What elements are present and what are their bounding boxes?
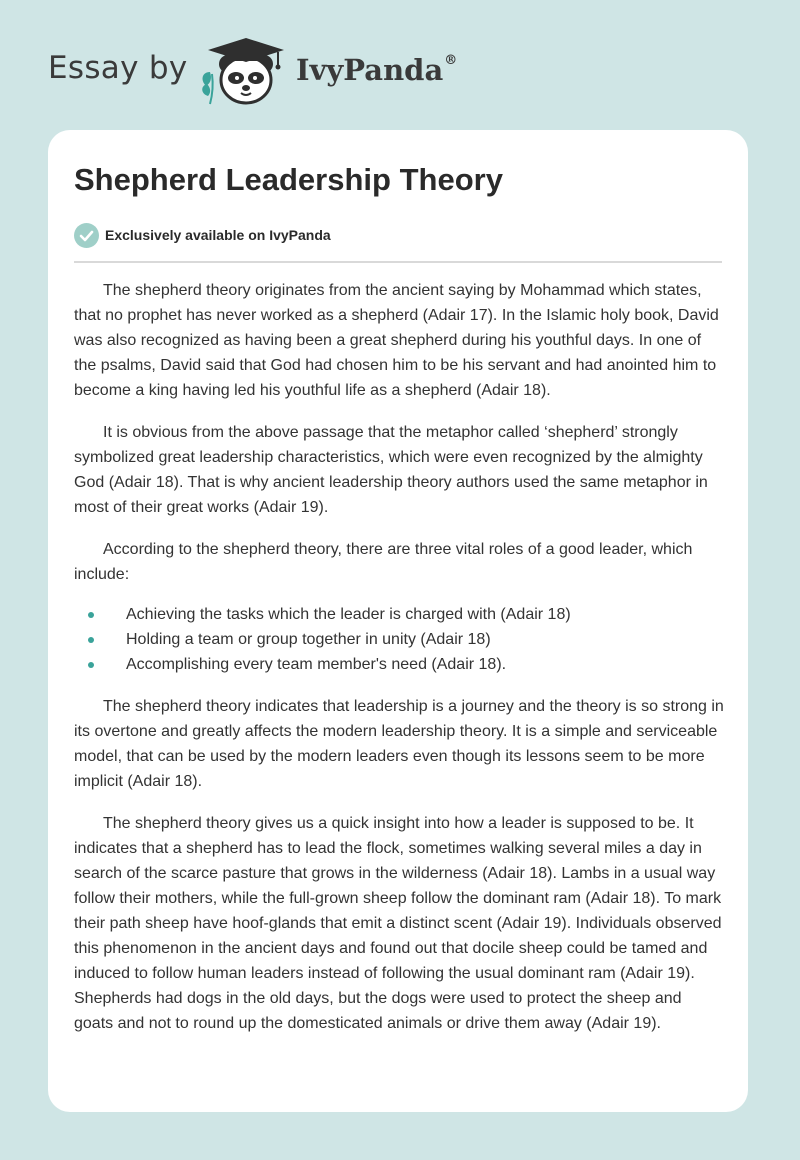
list-item: Achieving the tasks which the leader is charged with (Adair 18): [74, 602, 724, 627]
essay-card: [48, 130, 748, 1112]
badge-text: Exclusively available on IvyPanda: [105, 227, 331, 243]
list-item: Holding a team or group together in unity (Adair 18): [74, 627, 724, 652]
page-title: Shepherd Leadership Theory: [74, 162, 503, 197]
paragraph: The shepherd theory originates from the ancient saying by Mohammad which states, that no prophet has never worked as a shepherd (Adair 17). In the Islamic holy book, David was also recognized as having been a great shepherd during his youthful days. In one of the psalms, David said that God had chosen him to be his servant and had anointed him to become a king having led his youthful life as a shepherd (Adair 18).: [74, 282, 719, 399]
brand-name[interactable]: IvyPanda®: [296, 53, 458, 87]
panda-graduate-icon[interactable]: [198, 34, 294, 110]
essay-body: [74, 278, 724, 1053]
list-item: Accomplishing every team member's need (Adair 18).: [74, 652, 724, 677]
paragraph: According to the shepherd theory, there are three vital roles of a good leader, which include:: [74, 541, 693, 583]
paragraph: The shepherd theory indicates that leadership is a journey and the theory is so strong in its overtone and greatly affects the modern leadership theory. It is a simple and serviceable model, that can be used by the modern leaders even though its lessons seem to be more implicit (Adair 18).: [74, 698, 724, 790]
brand-prefix: Essay by: [48, 50, 188, 86]
divider: [74, 261, 722, 263]
trademark-symbol: ®: [444, 53, 458, 68]
exclusive-badge: [74, 222, 331, 248]
check-circle-icon: [74, 223, 99, 248]
bullet-icon: [88, 662, 94, 668]
bullet-icon: [88, 612, 94, 618]
site-header: [0, 0, 800, 130]
roles-list: [74, 602, 724, 677]
bullet-icon: [88, 637, 94, 643]
paragraph: The shepherd theory gives us a quick insight into how a leader is supposed to be. It indicates that a shepherd has to lead the flock, sometimes walking several miles a day in search of the scarce pasture that grows in the wilderness (Adair 18). Lambs in a usual way follow their mothers, while the full-grown sheep follow the dominant ram (Adair 18). To mark their path sheep have hoof-glands that emit a distinct scent (Adair 19). Individuals observed this phenomenon in the ancient days and found out that docile sheep could be tamed and induced to follow human leaders instead of following the usual dominant ram (Adair 19). Shepherds had dogs in the old days, but the dogs were used to protect the sheep and goats and not to round up the domesticated animals or drive them away (Adair 19).: [74, 815, 722, 1032]
paragraph: It is obvious from the above passage that the metaphor called ‘shepherd’ strongly symbolized great leadership characteristics, which were even recognized by the almighty God (Adair 18). That is why ancient leadership theory authors used the same metaphor in most of their great works (Adair 19).: [74, 424, 708, 516]
